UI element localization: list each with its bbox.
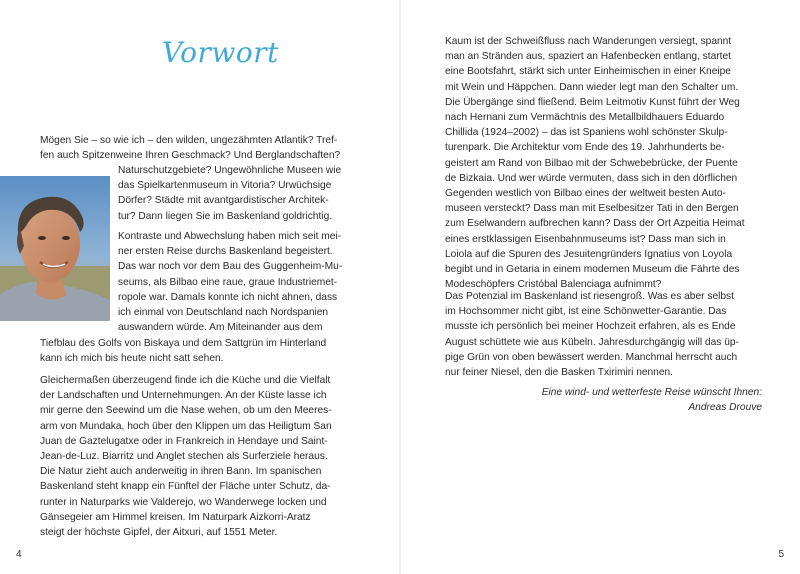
text-line: auswandern würde. Am Miteinander aus dem xyxy=(118,322,323,334)
text-line: Mögen Sie – so wie ich – den wilden, ungezähmten Atlantik? Tref- xyxy=(40,135,338,146)
text-line: eine Bootsfahrt, stärkt sich unter Einheimischen in einer Kneipe xyxy=(445,66,731,78)
text-line: Jean-de-Luz. Biarritz und Anglet stechen als Surferziele heraus. xyxy=(40,451,328,463)
text-line: tur? Dann liegen Sie im Baskenland goldrichtig. xyxy=(118,210,333,222)
text-line: Gleichermaßen überzeugend finde ich die Küche und die Vielfalt xyxy=(40,375,331,386)
text-line: der Landschaften und Unternehmungen. An der Küste lasse ich xyxy=(40,390,327,402)
text-line: geistert am Rand von Bilbao mit der Schwebebrücke, der Puente xyxy=(445,157,738,169)
portrait-image xyxy=(0,176,110,321)
page-heading xyxy=(160,28,280,76)
text-line: musste ich persönlich bei meiner Hochzeit erfahren, als es Ende xyxy=(445,321,736,333)
text-line: de Bizkaia. Und wer würde vermuten, dass sich in den dörflichen xyxy=(445,172,738,184)
text-line: Gänsegeier am Himmel kreisen. Im Naturpark Aizkorri-Aratz xyxy=(40,511,311,523)
text-line: das Spielkartenmuseum in Vitoria? Urwüchsige xyxy=(118,180,332,192)
weather-paragraph xyxy=(445,289,763,380)
page-number-left: 4 xyxy=(16,549,22,560)
left-page xyxy=(0,0,399,574)
text-line: Das Potenzial im Baskenland ist riesengroß. Was es aber selbst xyxy=(445,291,734,302)
intro-paragraph-full xyxy=(40,133,358,163)
text-line: Tiefblau des Golfs von Biskaya und dem Sattgrün im Hinterland xyxy=(40,338,327,349)
text-line: zum Eselwandern aufbrechen kann? Dass der Ort Azpeitia Heimat xyxy=(445,218,745,230)
right-page xyxy=(401,0,800,574)
text-line: kann ich mich bis heute nicht satt sehen. xyxy=(40,353,224,365)
text-line: Loiola auf die Spuren des Jesuitengründers Ignatius von Loyola xyxy=(445,248,733,260)
text-line: arm von Mundaka, hoch über den Klippen um das Heiligtum San xyxy=(40,420,332,432)
landscape-paragraph xyxy=(40,373,358,540)
text-line: Gegenden westlich von Bilbao eines der weltweit besten Auto- xyxy=(445,188,726,200)
intro-paragraph-indented xyxy=(118,163,358,224)
page-number-right: 5 xyxy=(778,549,784,560)
text-line: eines erstklassigen Eisenbahnmuseums ist? Dass man sich in xyxy=(445,233,726,245)
signoff-line: Eine wind- und wetterfeste Reise wünscht Ihnen: xyxy=(541,387,762,398)
activities-paragraph xyxy=(445,34,763,292)
signoff xyxy=(542,385,762,415)
heading-text: Vorwort xyxy=(162,36,279,69)
text-line: mir gerne den Seewind um die Nase wehen, ob um den Meeres- xyxy=(40,405,332,417)
text-line: ner ersten Reise durchs Baskenland begeistert. xyxy=(118,246,333,258)
text-line: museen versteckt? Dass man mit Eselbesitzer Tati in den Bergen xyxy=(445,203,739,215)
text-line: August schüttete wie aus Kübeln. Jahresdurchgängig will das üp- xyxy=(445,336,739,348)
text-line: Naturschutzgebiete? Ungewöhnliche Museen wie xyxy=(118,165,342,176)
text-line: Die Übergänge sind fließend. Beim Leitmotiv Kunst führt der Weg xyxy=(445,96,740,108)
experience-paragraph-full xyxy=(40,336,358,366)
text-line: Baskenland steht knapp ein Fünftel der Fläche unter Schutz, da- xyxy=(40,481,331,493)
text-line: mit Wein und Häppchen. Dann wieder legt man den Schalter um. xyxy=(445,81,739,93)
text-line: Juan de Gaztelugatxe oder in Frankreich in Hendaye und Saint- xyxy=(40,435,328,447)
author-name: Andreas Drouve xyxy=(688,402,762,414)
text-line: Modeschöpfers Cristóbal Balenciaga aufnimmt? xyxy=(445,279,662,291)
text-line: Das war noch vor dem Bau des Guggenheim-Mu- xyxy=(118,261,343,273)
experience-paragraph-indented xyxy=(118,229,358,335)
text-line: im Hochsommer nicht gibt, ist eine Schönwetter-Garantie. Das xyxy=(445,306,727,318)
text-line: nur feiner Niesel, den die Basken Txirimiri nennen. xyxy=(445,367,674,379)
text-line: man an Stränden aus, spaziert an Hafenbecken entlang, startet xyxy=(445,51,731,63)
author-portrait xyxy=(0,176,110,321)
text-line: ich einmal von Deutschland nach Nordspanien xyxy=(118,307,329,319)
text-line: Dörfer? Städte mit avantgardistischer Architek- xyxy=(118,195,329,207)
text-line: turenpark. Die Architektur vom Ende des 19. Jahrhunderts be- xyxy=(445,142,725,154)
text-line: ropole war. Damals konnte ich nicht ahnen, dass xyxy=(118,291,338,303)
text-line: runter in Naturparks wie Valderejo, wo Wanderwege locken und xyxy=(40,496,327,508)
text-line: steigt der höchste Gipfel, der Aitxuri, auf 1551 Meter. xyxy=(40,527,278,539)
text-line: fen auch Spitzenweine Ihren Geschmack? Und Berglandschaften? xyxy=(40,150,341,162)
text-line: Kontraste und Abwechslung haben mich seit mei- xyxy=(118,231,342,242)
heading-script xyxy=(160,28,280,76)
text-line: nach Hernani zum Vermächtnis des Metallbildhauers Eduardo xyxy=(445,112,725,124)
text-line: seums, als Bilbao eine raue, graue Industriemet- xyxy=(118,276,338,288)
text-line: Chillida (1924–2002) – das ist Spaniens wohl schönster Skulp- xyxy=(445,127,728,139)
text-line: pige Grün von oben bewässert werden. Manchmal herrscht auch xyxy=(445,351,738,363)
text-line: Kaum ist der Schweißfluss nach Wanderungen versiegt, spannt xyxy=(445,36,732,47)
text-line: begibt und in Getaria in einem modernen Museum die Fährte des xyxy=(445,264,740,276)
text-line: Die Natur zieht auch anderweitig in ihren Bann. Im spanischen xyxy=(40,466,322,478)
